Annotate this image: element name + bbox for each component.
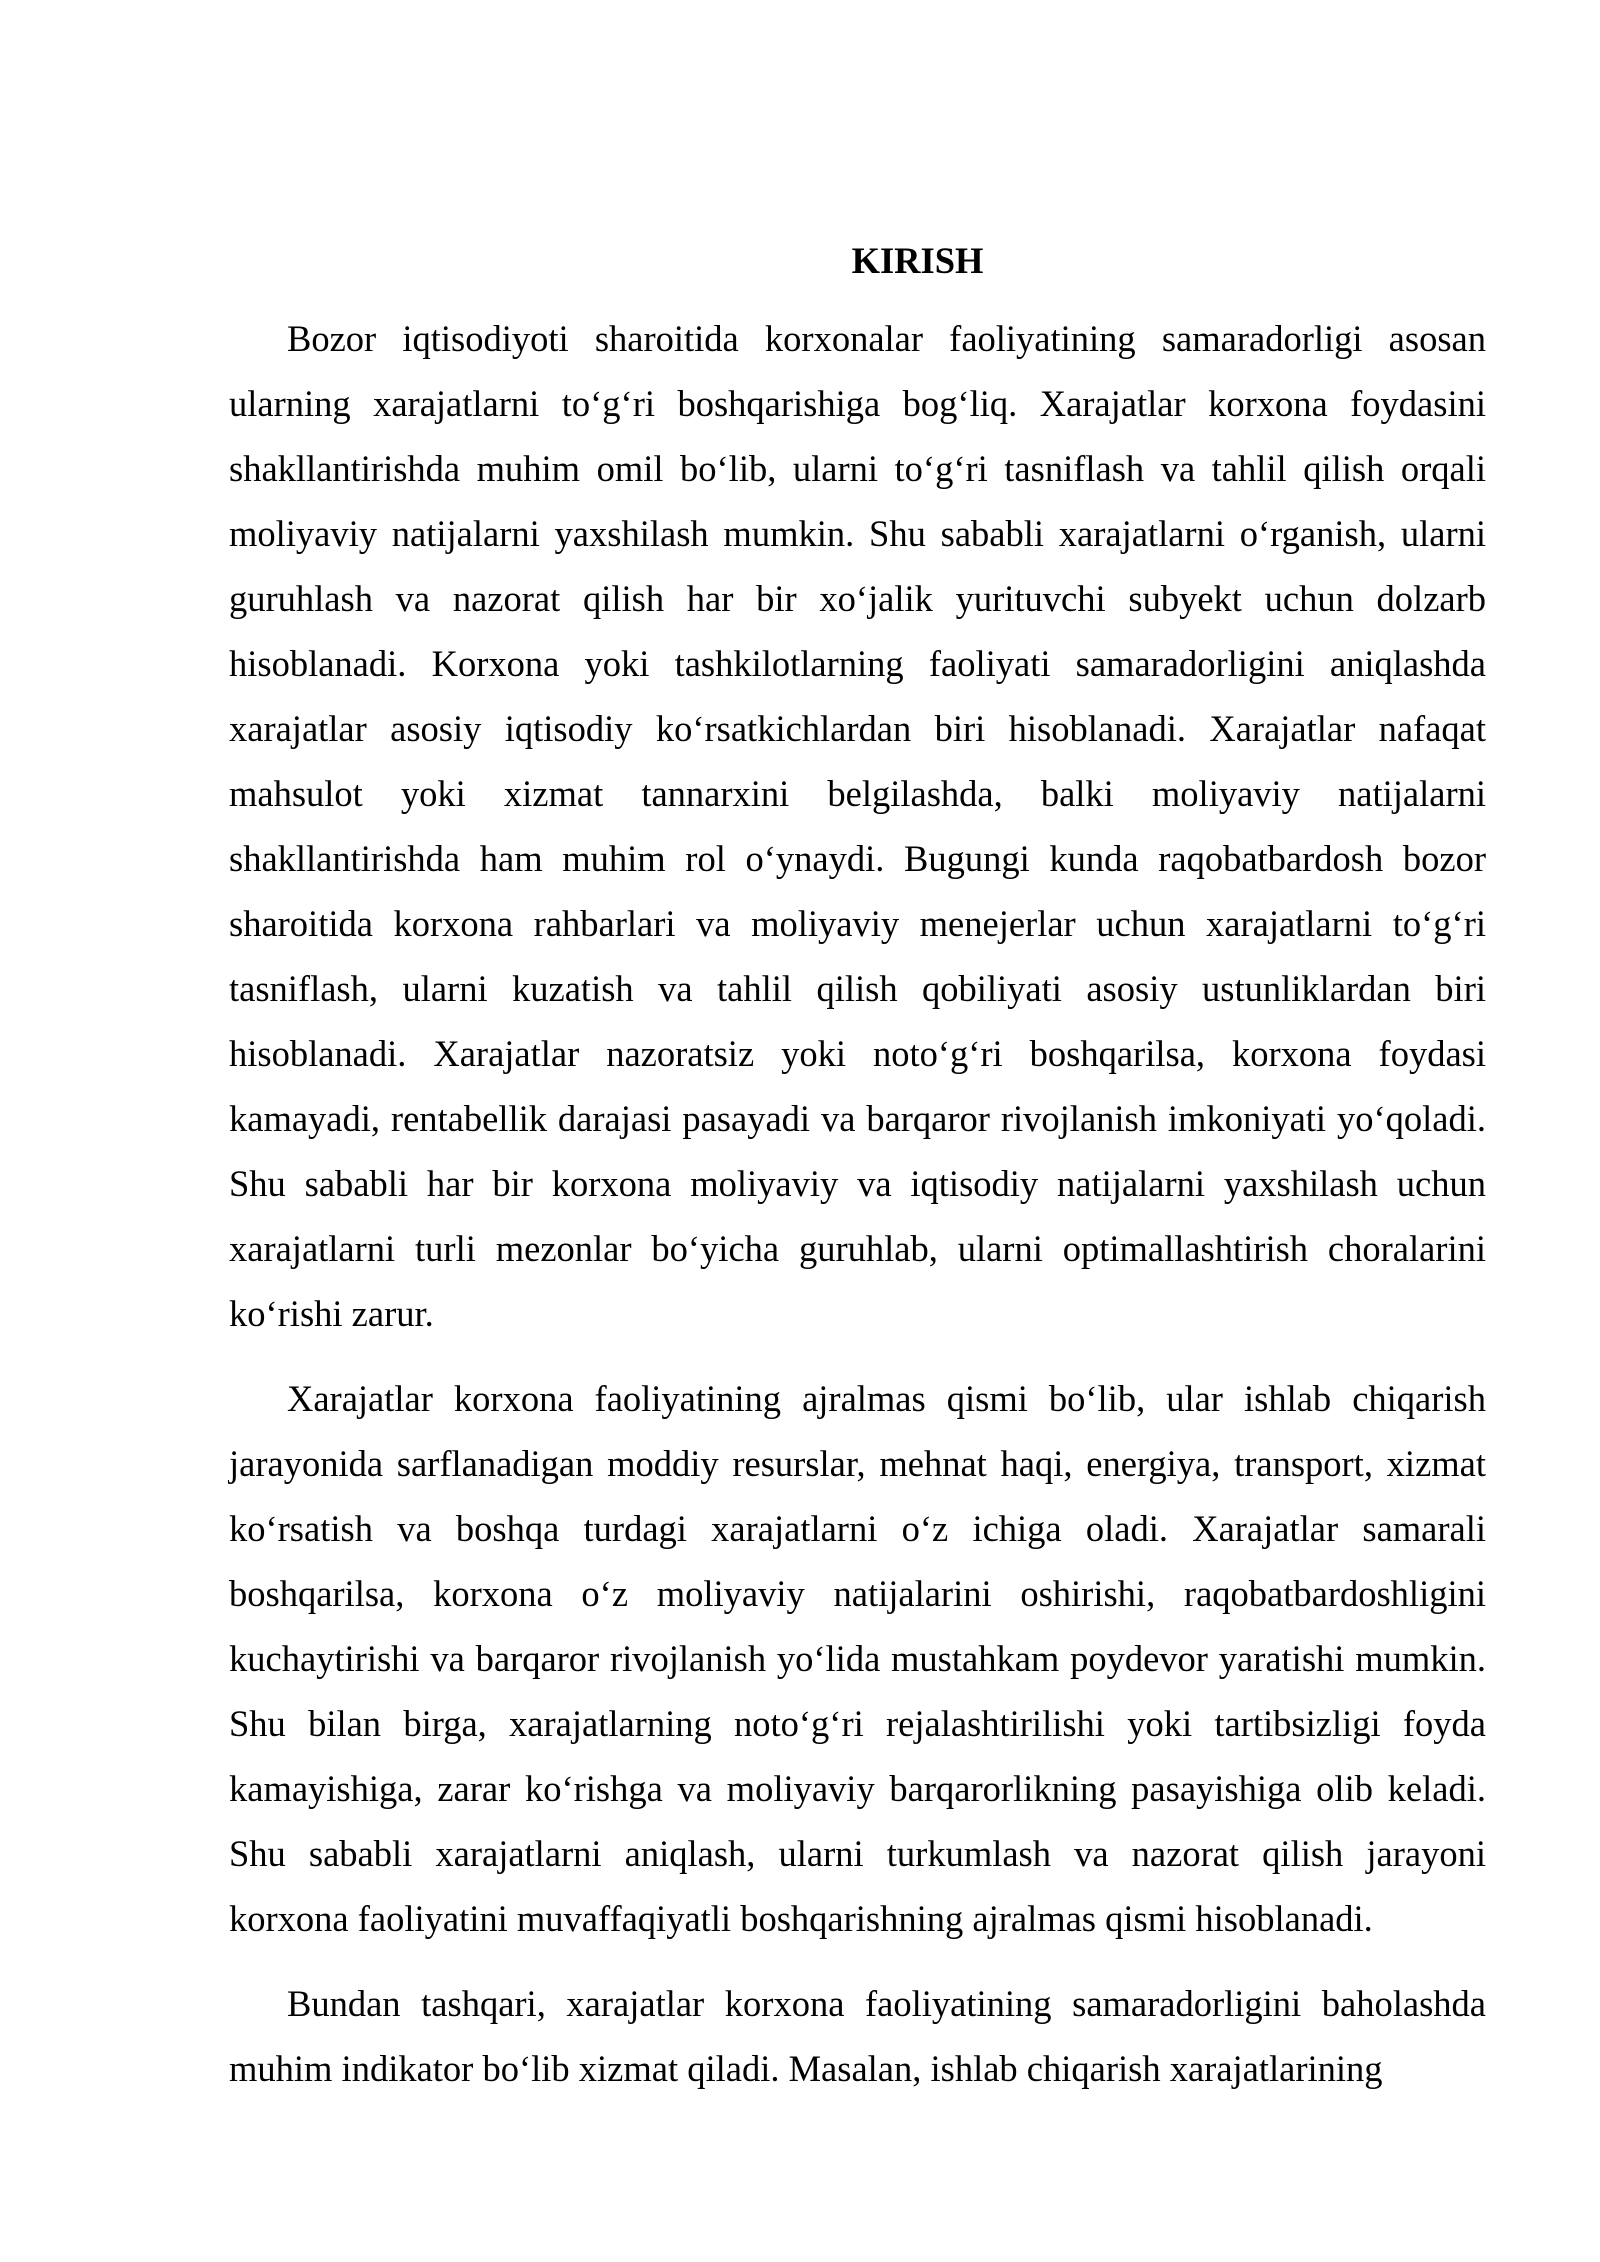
paragraph-2: Xarajatlar korxona faoliyatining ajralmas qismi bo‘lib, ular ishlab chiqarish jarayonida sarflanadigan moddiy resurslar, mehnat haqi, energiya, transport, xizmat ko‘rsatish va boshqa turdagi xarajatlarni o‘z ichiga oladi. Xarajatlar samarali boshqarilsa, korxona o‘z moliyaviy natijalarini oshirishi, raqobatbardoshligini kuchaytirishi va barqaror rivojlanish yo‘lida mustahkam poydevor yaratishi mumkin. Shu bilan birga, xarajatlarning noto‘g‘ri rejalashtirilishi yoki tartibsizligi foyda kamayishiga, zarar ko‘rishga va moliyaviy barqarorlikning pasayishiga olib keladi. Shu sababli xarajatlarni aniqlash, ularni turkumlash va nazorat qilish jarayoni korxona faoliyatini muvaffaqiyatli boshqarishning ajralmas qismi hisoblanadi.	[229, 1378, 1486, 1939]
page-title: KIRISH	[851, 240, 984, 281]
paragraph-3: Bundan tashqari, xarajatlar korxona faoliyatining samaradorligini baholashda muhim indikator bo‘lib xizmat qiladi. Masalan, ishlab chiqarish xarajatlarining	[229, 1983, 1486, 2089]
document-body	[229, 236, 1486, 2101]
paragraph-1: Bozor iqtisodiyoti sharoitida korxonalar faoliyatining samaradorligi asosan ularning xarajatlarni to‘g‘ri boshqarishiga bog‘liq. Xarajatlar korxona foydasini shakllantirishda muhim omil bo‘lib, ularni to‘g‘ri tasniflash va tahlil qilish orqali moliyaviy natijalarni yaxshilash mumkin. Shu sababli xarajatlarni o‘rganish, ularni guruhlash va nazorat qilish har bir xo‘jalik yurituvchi subyekt uchun dolzarb hisoblanadi. Korxona yoki tashkilotlarning faoliyati samaradorligini aniqlashda xarajatlar asosiy iqtisodiy ko‘rsatkichlardan biri hisoblanadi. Xarajatlar nafaqat mahsulot yoki xizmat tannarxini belgilashda, balki moliyaviy natijalarni shakllantirishda ham muhim rol o‘ynaydi. Bugungi kunda raqobatbardosh bozor sharoitida korxona rahbarlari va moliyaviy menejerlar uchun xarajatlarni to‘g‘ri tasniflash, ularni kuzatish va tahlil qilish qobiliyati asosiy ustunliklardan biri hisoblanadi. Xarajatlar nazoratsiz yoki noto‘g‘ri boshqarilsa, korxona foydasi kamayadi, rentabellik darajasi pasayadi va barqaror rivojlanish imkoniyati yo‘qoladi. Shu sababli har bir korxona moliyaviy va iqtisodiy natijalarni yaxshilash uchun xarajatlarni turli mezonlar bo‘yicha guruhlab, ularni optimallashtirish choralarini ko‘rishi zarur.	[229, 318, 1486, 1334]
